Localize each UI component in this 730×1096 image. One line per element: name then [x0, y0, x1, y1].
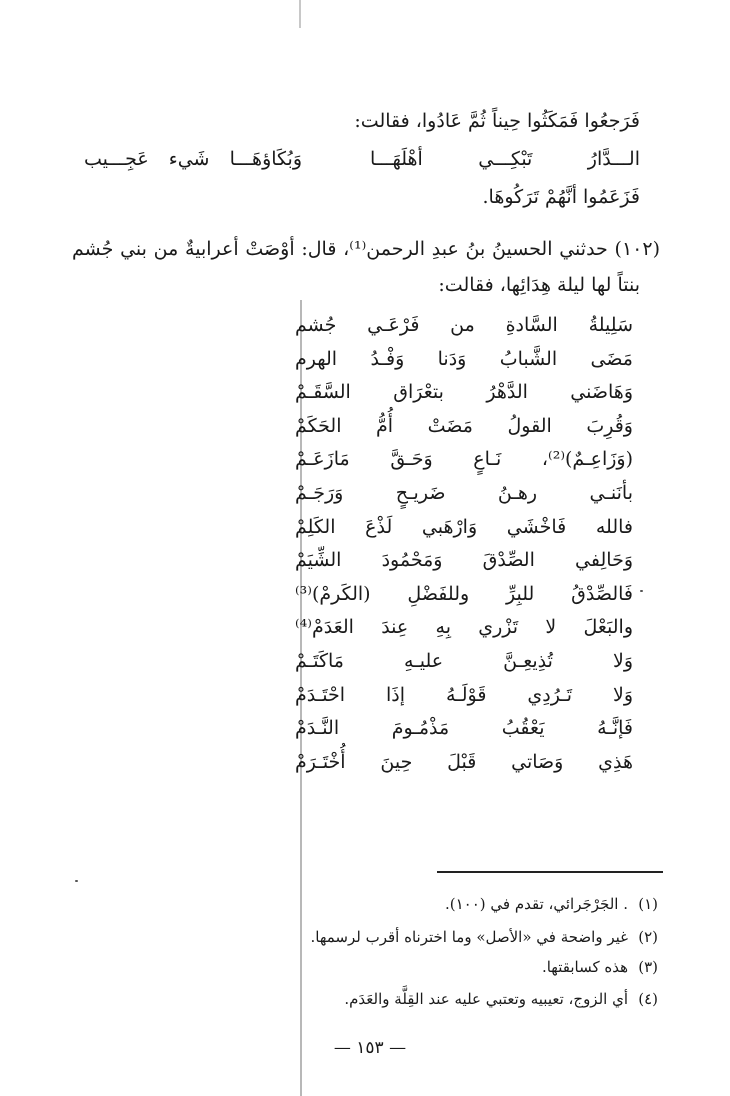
poem-line: (وَزَاعِـمٌ)⁽²⁾، نَـاعٍ وَحَـقَّ مَازَعَـمْ — [295, 448, 633, 470]
poem-line: بأنَنـي رهـنُ ضَريـحٍ وَرَجَـمْ — [295, 482, 633, 504]
poem-line: هَذِي وَصَاتي قَبْلَ حِينَ أُخْتَـرَمْ — [295, 751, 633, 773]
binding-fold-mark — [299, 0, 301, 28]
poem-line: وَحَالِفي الصِّدْقَ وَمَحْمُودَ الشِّيَمْ — [295, 549, 633, 571]
footnote-text: . الجَرْجَرائي، تقدم في (١٠٠). — [444, 895, 628, 913]
footnote-text: أي الزوج، تعيبيه وتعتبي عليه عند القِلَّة والعَدَم. — [344, 990, 628, 1008]
poem-line: فالله فَاخْشَي وَارْهَبي لَذْعَ الكَلِمْ — [295, 516, 633, 538]
footnote — [310, 926, 658, 948]
poem-line: والبَعْلَ لا تَزْري بِهِ عِندَ العَدَمْ⁽⁴⁾ — [295, 616, 633, 638]
couplet-second-hemistich: وَبُكَاؤهَـــا شَيء عَجِـــيب — [84, 148, 302, 170]
footnote — [344, 988, 658, 1010]
anecdote-line-1: (١٠٢) حدثني الحسينُ بنُ عبدِ الرحمن⁽¹⁾، قال: أوْصَتْ أعرابيةٌ من بني جُشم — [72, 238, 660, 260]
poem-line: فَإنَّـهُ يَعْقُبُ مَذْمُـومَ النَّـدَمْ — [295, 717, 633, 739]
footnote-number: (٢) — [638, 928, 658, 946]
poem-line: وَقُرِبَ القولُ مَضَتْ أُمُّ الحَكَمْ — [295, 415, 633, 437]
footnote — [542, 956, 658, 978]
closing-line: فَزَعَمُوا أنَّهُمْ تَرَكُوهَا. — [482, 186, 640, 208]
footnote-text: هذه كسابقتها. — [541, 958, 628, 976]
footnote-number: (١) — [638, 895, 658, 913]
couplet-first-hemistich: الـــدَّارُ تَبْكِـــي أهْلَهَـــا — [370, 148, 640, 170]
poem-line: فَالصِّدْقُ للبِرِّ وللفَضْلِ (الكَرمْ)⁽³⁾ — [295, 583, 633, 605]
poem-line: مَضَى الشَّبابُ وَدَنا وَفْـدُ الهرم — [295, 348, 633, 370]
anecdote-line-2: بنتاً لها ليلة هِدَائِها، فقالت: — [438, 274, 640, 296]
footnote-text: غير واضحة في «الأصل» وما اخترناه أقرب لرسمها. — [310, 928, 628, 946]
intro-line: فَرَجعُوا فَمَكَثُوا حِيناً ثُمَّ عَادُوا، فقالت: — [354, 110, 640, 132]
scan-speck — [640, 590, 643, 592]
poem-line: وَهَاضَني الدَّهْرُ بتعْرَاق السَّقَـمْ — [295, 381, 633, 403]
footnote-number: (٤) — [638, 990, 658, 1008]
footnote — [445, 893, 658, 915]
footnote-number: (٣) — [638, 958, 658, 976]
poem-line: وَلا تَـرُدِي قَوْلَـهُ إذَا احْتَـدَمْ — [295, 684, 633, 706]
scan-speck — [75, 880, 78, 882]
footnote-separator — [437, 871, 663, 873]
poem-line: وَلا تُذِيعِـنَّ عليـهِ مَاكَتَـمْ — [295, 650, 633, 672]
poem-line: سَلِيلةُ السَّادةِ من فَرْعَـي جُشم — [295, 314, 633, 336]
page-number: — ١٥٣ — — [333, 1038, 407, 1058]
